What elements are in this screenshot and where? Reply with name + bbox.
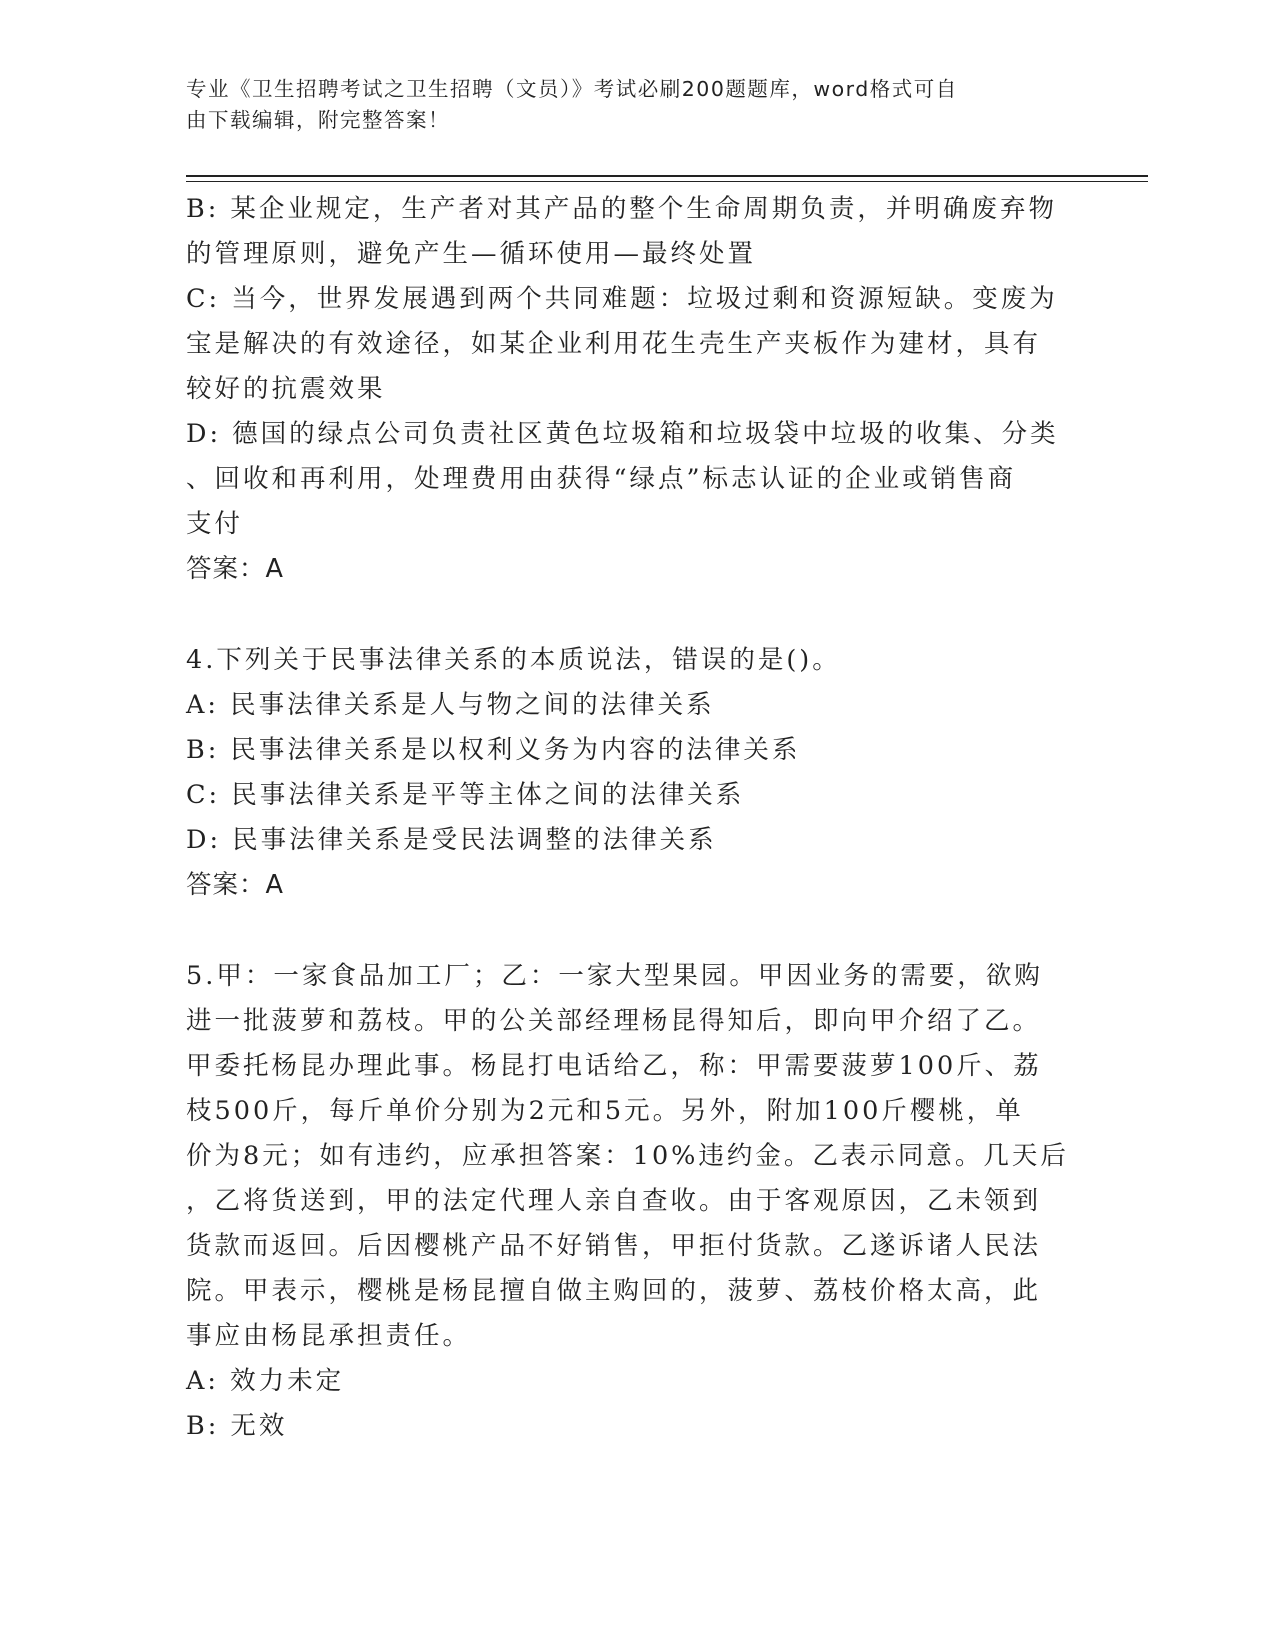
header-line-2: 由下载编辑，附完整答案！: [186, 108, 450, 132]
q4-stem: 4.下列关于民事法律关系的本质说法，错误的是()。: [186, 645, 841, 675]
document-header: [186, 74, 1066, 136]
q5-stem-line-4: 枝500斤，每斤单价分别为2元和5元。另外，附加100斤樱桃，单: [186, 1096, 1024, 1126]
q3-option-c-line-1: C: 当今，世界发展遇到两个共同难题：垃圾过剩和资源短缺。变废为: [186, 284, 1058, 314]
q3-option-d-line-1: D: 德国的绿点公司负责社区黄色垃圾箱和垃圾袋中垃圾的收集、分类: [186, 419, 1059, 449]
q3-option-d-line-3: 支付: [186, 509, 244, 539]
q4-option-a: A: 民事法律关系是人与物之间的法律关系: [186, 690, 715, 720]
q4-option-d: D: 民事法律关系是受民法调整的法律关系: [186, 825, 717, 855]
header-line-1: 专业《卫生招聘考试之卫生招聘（文员）》考试必刷200题题库，word格式可自: [186, 77, 958, 101]
spacer: [186, 592, 1076, 638]
q3-option-b-line-1: B: 某企业规定，生产者对其产品的整个生命周期负责，并明确废弃物: [186, 194, 1057, 224]
q5-option-b: B: 无效: [186, 1411, 288, 1441]
q3-option-c: [186, 277, 1076, 412]
q4-option-b: B: 民事法律关系是以权利义务为内容的法律关系: [186, 735, 801, 765]
q4-option-c: C: 民事法律关系是平等主体之间的法律关系: [186, 780, 745, 810]
q3-option-c-line-2: 宝是解决的有效途径，如某企业利用花生壳生产夹板作为建材，具有: [186, 329, 1042, 359]
q3-option-d: [186, 412, 1076, 547]
question-content: [186, 187, 1076, 1449]
header-divider-thick: [186, 175, 1148, 177]
q5-stem-line-5: 价为8元；如有违约，应承担答案：10%违约金。乙表示同意。几天后: [186, 1141, 1069, 1171]
q3-option-b-line-2: 的管理原则，避免产生—循环使用—最终处置: [186, 239, 757, 269]
spacer: [186, 908, 1076, 954]
q5-stem-line-8: 院。甲表示，樱桃是杨昆擅自做主购回的，菠萝、荔枝价格太高，此: [186, 1276, 1042, 1306]
q5-stem: [186, 954, 1076, 1359]
q4-answer: 答案：A: [186, 870, 284, 900]
q5-stem-line-2: 进一批菠萝和荔枝。甲的公关部经理杨昆得知后，即向甲介绍了乙。: [186, 1006, 1042, 1036]
q5-option-a: A: 效力未定: [186, 1366, 345, 1396]
q5-stem-line-3: 甲委托杨昆办理此事。杨昆打电话给乙，称：甲需要菠萝100斤、荔: [186, 1051, 1042, 1081]
q3-answer: 答案：A: [186, 554, 284, 584]
q3-option-c-line-3: 较好的抗震效果: [186, 374, 386, 404]
q5-stem-line-6: ，乙将货送到，甲的法定代理人亲自查收。由于客观原因，乙未领到: [186, 1186, 1042, 1216]
q5-stem-line-9: 事应由杨昆承担责任。: [186, 1321, 472, 1351]
header-divider-thin: [186, 181, 1148, 182]
q5-stem-line-7: 货款而返回。后因樱桃产品不好销售，甲拒付货款。乙遂诉诸人民法: [186, 1231, 1042, 1261]
q5-stem-line-1: 5.甲：一家食品加工厂；乙：一家大型果园。甲因业务的需要，欲购: [186, 961, 1043, 991]
q3-option-b: [186, 187, 1076, 277]
q3-option-d-line-2: 、回收和再利用，处理费用由获得“绿点”标志认证的企业或销售商: [186, 464, 1017, 494]
